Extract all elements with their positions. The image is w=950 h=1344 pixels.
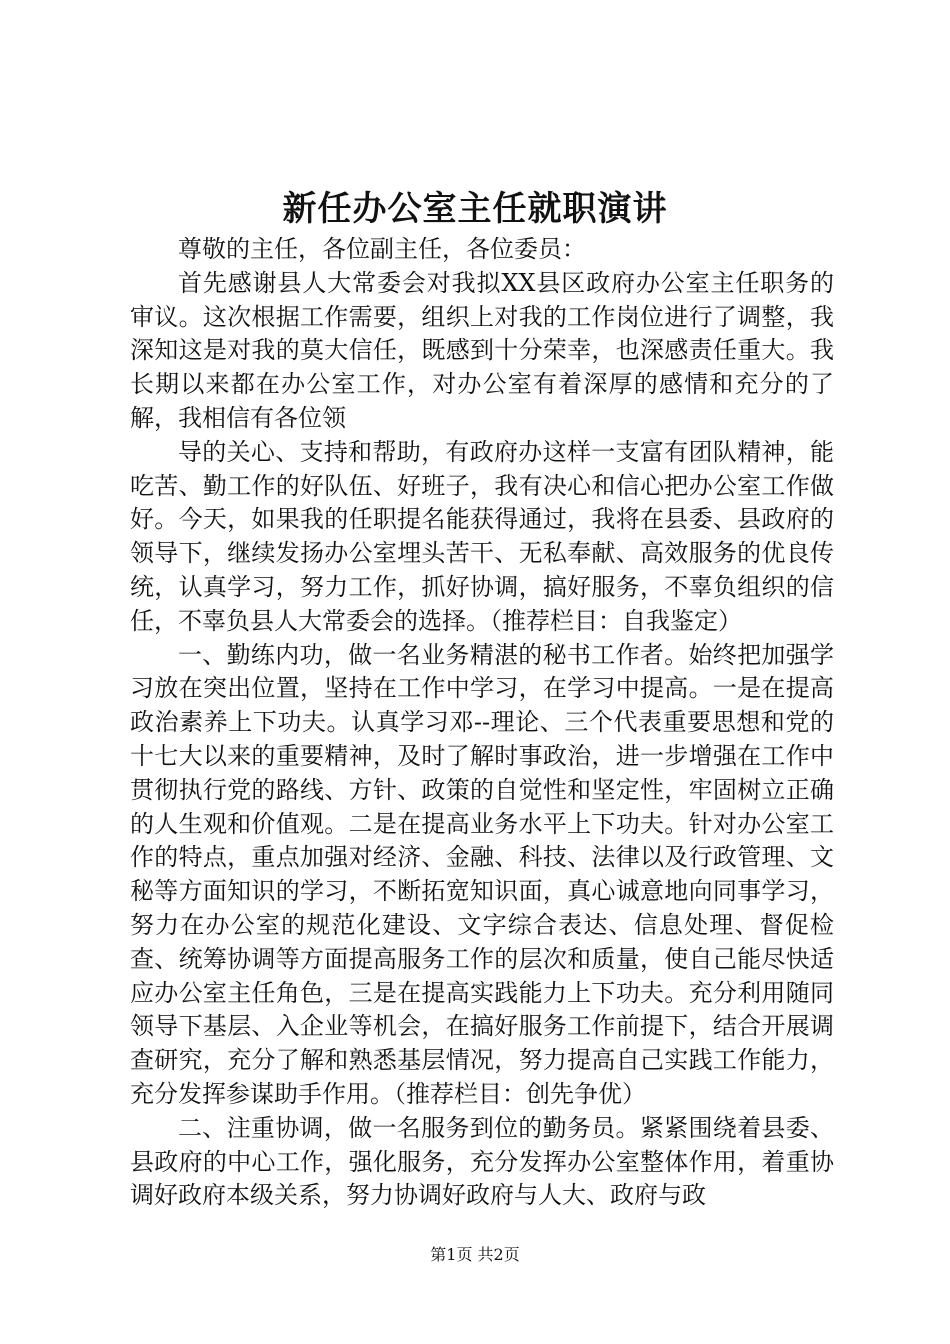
body-paragraph: 首先感谢县人大常委会对我拟XX县区政府办公室主任职务的审议。这次根据工作需要，组织上对我的工作岗位进行了调整，我深知这是对我的莫大信任，既感到十分荣幸，也深感责任重大。我长期以来都在办公室工作，对办公室有着深厚的感情和充分的了解，我相信有各位领	[130, 268, 834, 432]
page-indicator: 第1页 共2页	[430, 1245, 520, 1264]
document-title: 新任办公室主任就职演讲	[282, 189, 668, 229]
document-body	[130, 233, 834, 1213]
salutation-paragraph: 尊敬的主任，各位副主任，各位委员：	[178, 235, 586, 263]
body-paragraph: 一、勤练内功，做一名业务精湛的秘书工作者。始终把加强学习放在突出位置，坚持在工作中学习，在学习中提高。一是在提高政治素养上下功夫。认真学习邓--理论、三个代表重要思想和党的十七大以来的重要精神，及时了解时事政治，进一步增强在工作中贯彻执行党的路线、方针、政策的自觉性和坚定性，牢固树立正确的人生观和价值观。二是在提高业务水平上下功夫。针对办公室工作的特点，重点加强对经济、金融、科技、法律以及行政管理、文秘等方面知识的学习，不断拓宽知识面，真心诚意地向同事学习，努力在办公室的规范化建设、文字综合表达、信息处理、督促检查、统筹协调等方面提高服务工作的层次和质量，使自己能尽快适应办公室主任角色，三是在提高实践能力上下功夫。充分利用随同领导下基层、入企业等机会，在搞好服务工作前提下，结合开展调查研究，充分了解和熟悉基层情况，努力提高自己实践工作能力，充分发挥参谋助手作用。（推荐栏目：创先争优）	[130, 640, 834, 1108]
page-footer	[0, 1245, 950, 1265]
body-paragraph: 二、注重协调，做一名服务到位的勤务员。紧紧围绕着县委、县政府的中心工作，强化服务，充分发挥办公室整体作用，着重协调好政府本级关系，努力协调好政府与人大、政府与政	[130, 1113, 834, 1210]
body-paragraph: 导的关心、支持和帮助，有政府办这样一支富有团队精神，能吃苦、勤工作的好队伍、好班子，我有决心和信心把办公室工作做好。今天，如果我的任职提名能获得通过，我将在县委、县政府的领导下，继续发扬办公室埋头苦干、无私奉献、高效服务的优良传统，认真学习，努力工作，抓好协调，搞好服务，不辜负组织的信任，不辜负县人大常委会的选择。（推荐栏目：自我鉴定）	[130, 437, 834, 635]
